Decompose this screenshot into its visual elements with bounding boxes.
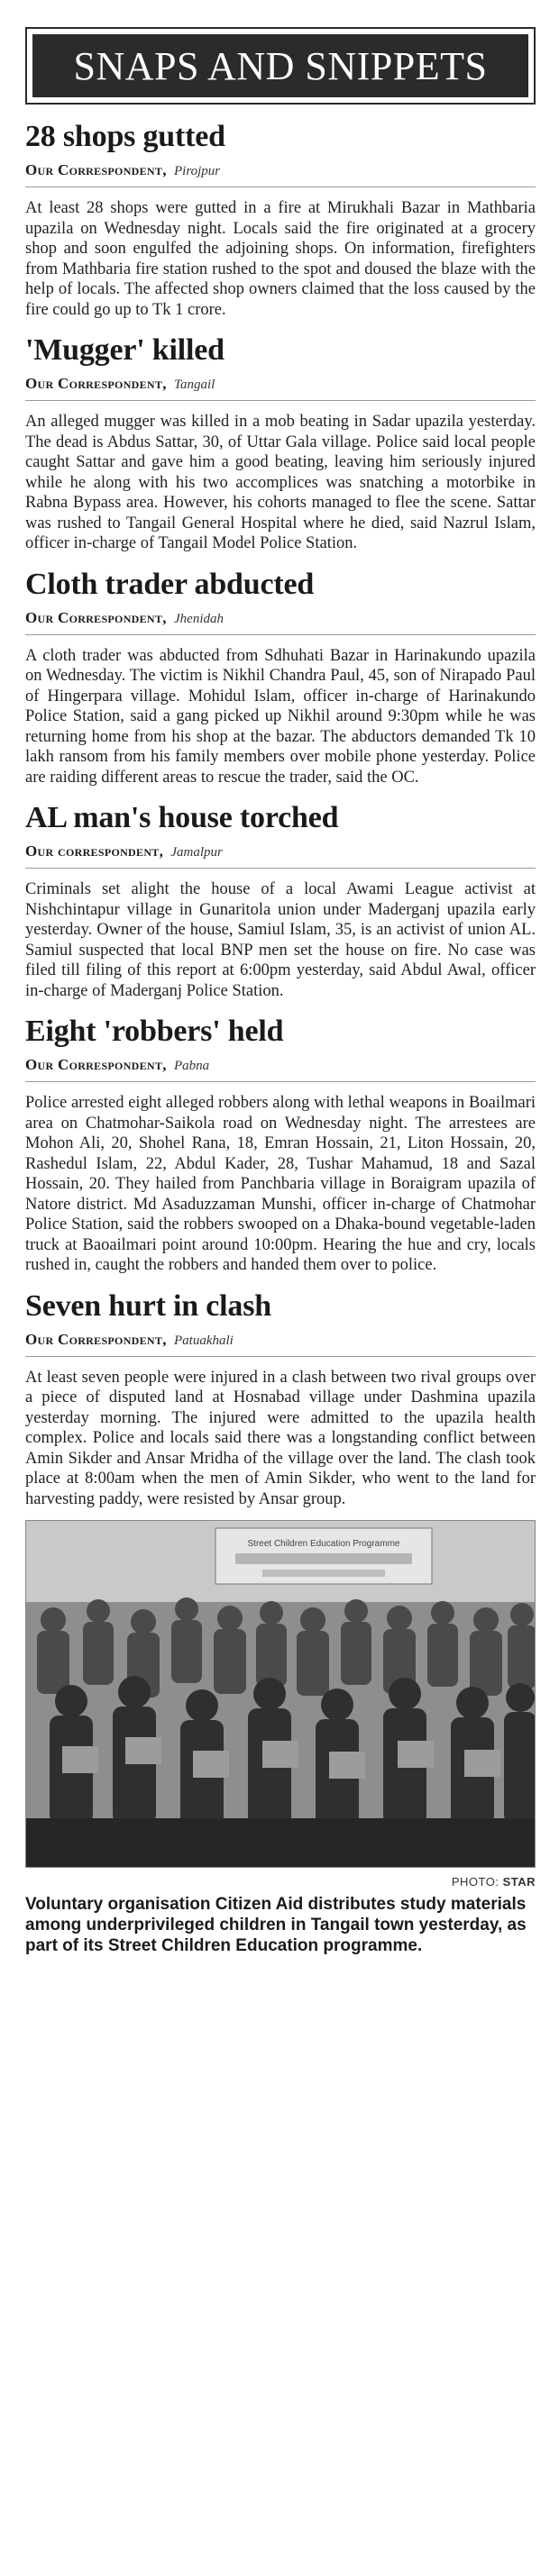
story-body: Police arrested eight alleged robbers along with lethal weapons in Boailmari area on Chatmohar-Saikola road on Wednesday night. The arrestees are Mohon Ali, 20, Shohel Rana, 18, Emran Hossain, 21, Liton Hossain, 20, Rashedul Islam, 22, Abdul Kader, 28, Tushar Mahamud, 18 and Sazal Hossain, 20. They hailed from Panchbaria village in Boraigram upazila of Natore district. Md Asaduzzaman Munshi, officer in-charge of Chatmohar Police Station, said the robbers swooped on a Dhaka-bound vegetable-laden truck at Baoailmari point around 10:00pm. Hearing the hue and cry, locals rushed in, caught the robbers and handed them over to police. bbox=[25, 1094, 536, 1274]
story bbox=[25, 119, 536, 320]
story-headline: AL man's house torched bbox=[25, 801, 339, 834]
photo-caption: Voluntary organisation Citizen Aid distributes study materials among underprivileged children in Tangail town yesterday, as part of its Street Children Education programme. bbox=[25, 1895, 527, 1955]
byline-location: Pabna bbox=[174, 1059, 210, 1073]
story-body: A cloth trader was abducted from Sdhuhati Bazar in Harinakundo upazila on Wednesday. The victim is Nikhil Chandra Paul, 45, son of Nirapado Paul of Hingerpara village. Mohidul Islam, officer in-charge of Harinakundo Police Station, said a gang picked up Nikhil around 9:30pm while he was returning home from his shop at the bazar. The abductors demanded Tk 10 lakh ransom from his family members over mobile phone yesterday. Police are raiding different areas to rescue the trader, said the OC. bbox=[25, 646, 536, 787]
story bbox=[25, 1288, 536, 1510]
story bbox=[25, 332, 536, 554]
news-photo bbox=[25, 1520, 536, 1868]
story-body: An alleged mugger was killed in a mob beating in Sadar upazila yesterday. The dead is Abdus Sattar, 30, of Uttar Gala village. Police said local people caught Sattar and gave him a good beating, leaving him seriously injured while he along with his two accomplices was snatching a motorbike in Rabna Bypass area. However, his cohorts managed to flee the scene. Sattar was rushed to Tangail General Hospital where he died, said Nazrul Islam, officer in-charge of Tangail Model Police Station. bbox=[25, 413, 536, 552]
story-headline: Eight 'robbers' held bbox=[25, 1015, 284, 1048]
story-byline bbox=[25, 842, 536, 869]
story-byline bbox=[25, 374, 536, 401]
banner-text: Street Children Education Programme bbox=[247, 1539, 400, 1549]
byline-location: Jamalpur bbox=[170, 845, 223, 860]
story-byline bbox=[25, 608, 536, 635]
story-byline bbox=[25, 1330, 536, 1357]
credit-prefix: PHOTO: bbox=[451, 1875, 499, 1889]
masthead-frame bbox=[25, 27, 536, 105]
story-byline bbox=[25, 1055, 536, 1082]
stories-column bbox=[25, 119, 536, 1956]
byline-location: Patuakhali bbox=[174, 1333, 234, 1348]
byline-author: Our correspondent, bbox=[25, 842, 164, 860]
story bbox=[25, 1014, 536, 1276]
byline-location: Jhenidah bbox=[174, 611, 224, 626]
story-body: At least seven people were injured in a clash between two rival groups over a piece of disputed land at Hosnabad village under Dashmina upazila yesterday morning. The injured were admitted to the upazila health complex. Police and locals said there was a longstanding conflict between Amin Sikder and Ansar Mridha of the village over the land. The clash took place at 8:00am when the men of Amin Sikder, who went to the land for harvesting paddy, were resisted by Ansar group. bbox=[25, 1368, 536, 1508]
byline-author: Our Correspondent, bbox=[25, 608, 167, 626]
story bbox=[25, 567, 536, 788]
byline-author: Our Correspondent, bbox=[25, 1056, 167, 1073]
byline-author: Our Correspondent, bbox=[25, 1330, 167, 1348]
story-byline bbox=[25, 160, 536, 187]
byline-location: Tangail bbox=[174, 378, 215, 392]
section-title: SNAPS AND SNIPPETS bbox=[32, 34, 528, 97]
photo-illustration bbox=[26, 1521, 536, 1868]
photo-credit bbox=[25, 1875, 536, 1889]
byline-author: Our Correspondent, bbox=[25, 375, 167, 392]
story-body: At least 28 shops were gutted in a fire at Mirukhali Bazar in Mathbaria upazila on Wednesday night. Locals said the fire originated at a grocery shop and soon engulfed the adjoining shops. On information, firefighters from Mathbaria fire station rushed to the spot and doused the blaze with the help of locals. The affected shop owners claimed that the loss caused by the fire could go up to Tk 1 crore. bbox=[25, 199, 536, 319]
byline-author: Our Correspondent, bbox=[25, 161, 167, 178]
story-body: Criminals set alight the house of a local Awami League activist at Nishchintapur village in Gunaritola union under Maderganj upazila early yesterday. Owner of the house, Samiul Islam, 35, is an activist of union AL. Samiul suspected that local BNP men set the house on fire. No case was filed till filing of this report at 6:00pm yesterday, said Abdul Awal, officer in-charge of Maderganj Police Station. bbox=[25, 880, 536, 1000]
story bbox=[25, 800, 536, 1001]
story-headline: 28 shops gutted bbox=[25, 120, 225, 153]
byline-location: Pirojpur bbox=[174, 164, 221, 178]
story-headline: 'Mugger' killed bbox=[25, 333, 225, 367]
story-headline: Seven hurt in clash bbox=[25, 1288, 271, 1323]
credit-source: STAR bbox=[502, 1875, 536, 1889]
story-headline: Cloth trader abducted bbox=[25, 567, 315, 601]
